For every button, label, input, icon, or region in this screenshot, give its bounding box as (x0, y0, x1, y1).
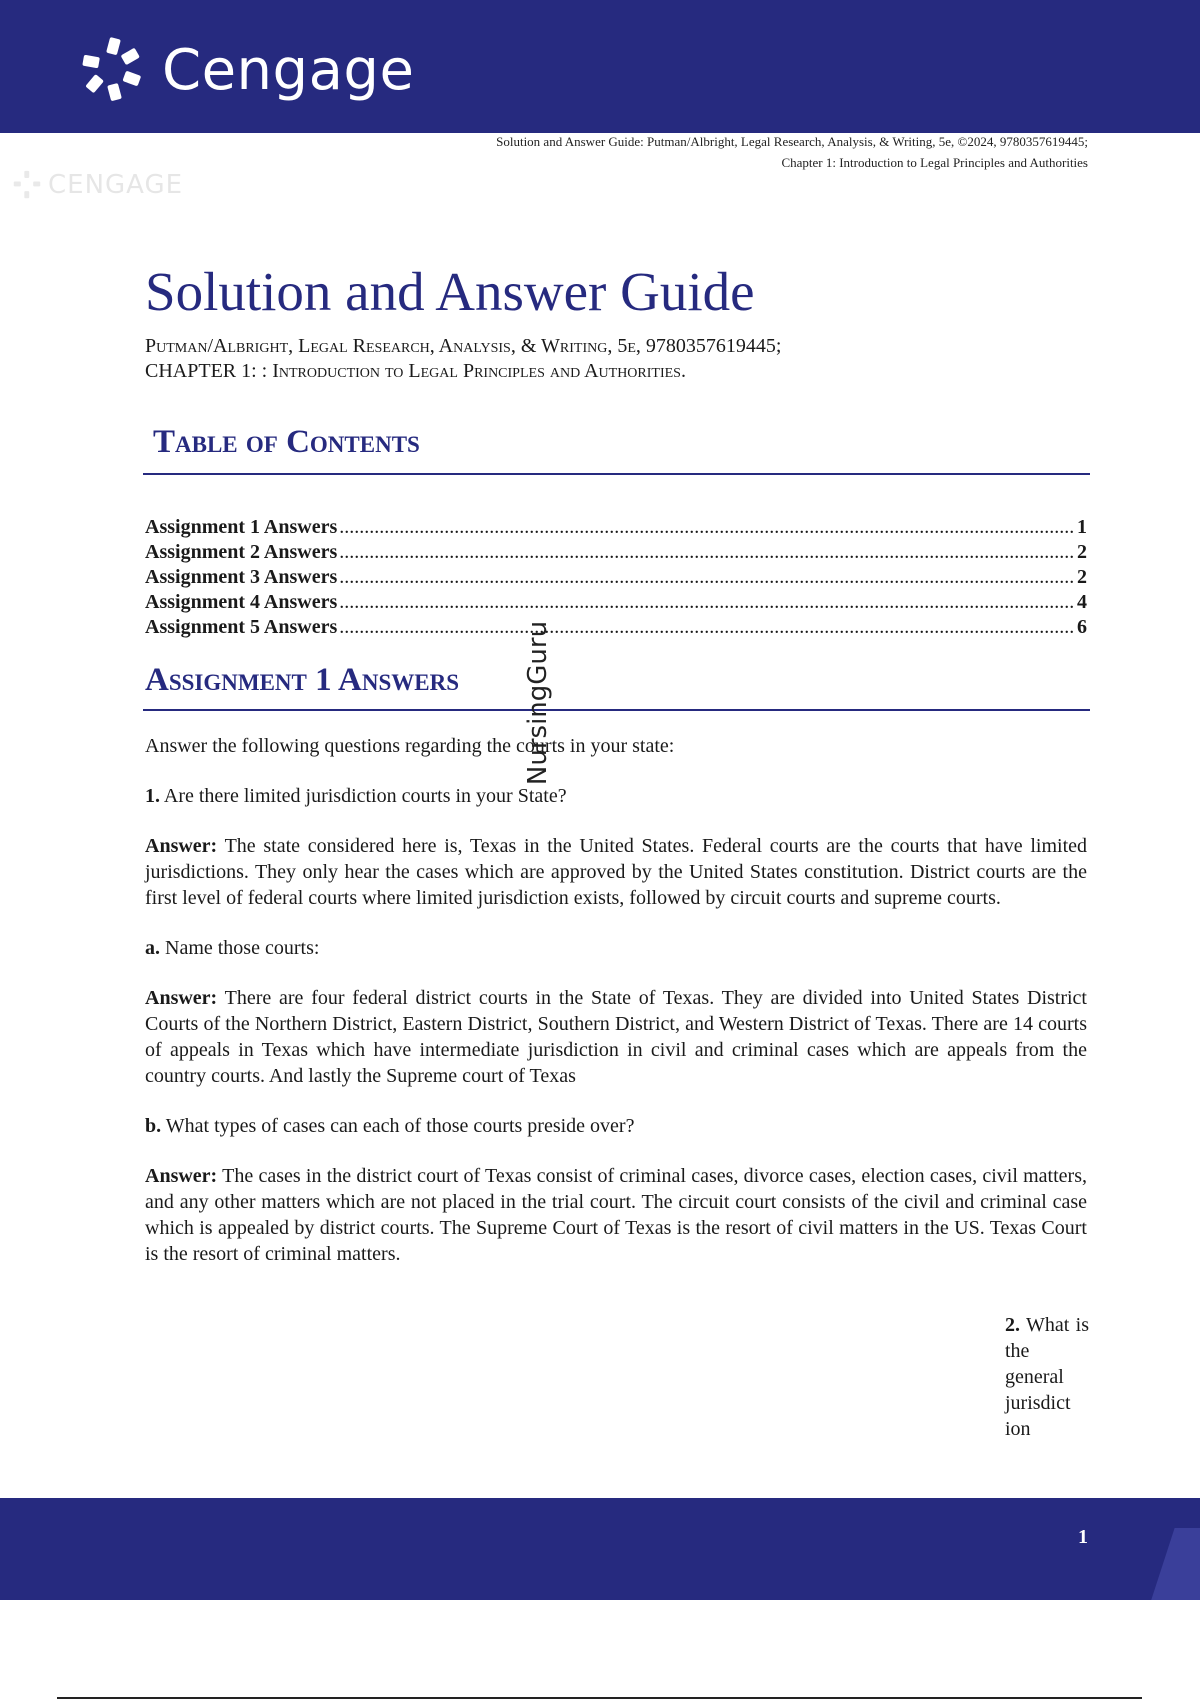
running-header-line-2: Chapter 1: Introduction to Legal Principles and Authorities (781, 155, 1088, 170)
toc-entry-label: Assignment 2 Answers (145, 541, 338, 563)
question-text: What types of cases can each of those courts preside over? (161, 1115, 635, 1137)
toc-entry[interactable] (145, 565, 1087, 590)
answer-label: Answer: (145, 987, 218, 1009)
toc-entry-label: Assignment 5 Answers (145, 616, 338, 638)
toc-leader (339, 515, 1075, 540)
answer-1a (145, 985, 1087, 1089)
toc-leader (339, 615, 1075, 640)
question-text: What is the general jurisdict ion (1005, 1314, 1089, 1440)
toc-entry-page: 1 (1077, 516, 1087, 538)
question-number: 1. (145, 785, 160, 807)
toc-entry-page: 6 (1077, 616, 1087, 638)
answer-1 (145, 833, 1087, 911)
faded-cengage-logo (12, 170, 183, 200)
subtitle-line-1: Putman/Albright, Legal Research, Analysis, & Writing, 5e, 9780357619445; (145, 335, 782, 357)
bottom-banner (0, 1498, 1200, 1600)
answer-label: Answer: (145, 835, 218, 857)
question-number: 2. (1005, 1314, 1020, 1336)
page-content (145, 258, 1090, 1291)
question-1 (145, 783, 1087, 809)
running-header (496, 131, 1088, 173)
question-number: b. (145, 1115, 162, 1137)
document-subtitle (145, 334, 1090, 384)
table-of-contents (145, 515, 1087, 640)
subtitle-line-2: CHAPTER 1: : Introduction to Legal Principles and Authorities. (145, 360, 686, 382)
question-text: Name those courts: (160, 937, 320, 959)
toc-leader (339, 590, 1075, 615)
question-1a (145, 935, 1087, 961)
assignment-1-heading: Assignment 1 Answers (145, 662, 460, 698)
toc-entry-label: Assignment 3 Answers (145, 566, 338, 588)
toc-entry-page: 4 (1077, 591, 1087, 613)
top-banner (0, 0, 1200, 133)
answer-text: There are four federal district courts in the State of Texas. They are divided into United States District Courts of the Northern District, Eastern District, Southern District, and Western District of Texas. There are 14 courts of appeals in Texas which have intermediate jurisdiction in civil and criminal cases which are appeals from the country courts. And lastly the Supreme court of Texas (145, 987, 1087, 1087)
toc-leader (339, 540, 1075, 565)
question-text: Are there limited jurisdiction courts in your State? (160, 785, 567, 807)
faded-brand-name: CENGAGE (48, 170, 184, 200)
toc-entry[interactable] (145, 540, 1087, 565)
page-number: 1 (1078, 1526, 1088, 1548)
assignment-intro: Answer the following questions regarding the courts in your state: (145, 735, 675, 757)
toc-entry[interactable] (145, 615, 1087, 640)
brand-name: Cengage (162, 37, 415, 103)
running-header-line-1: Solution and Answer Guide: Putman/Albright, Legal Research, Analysis, & Writing, 5e, ©2024, 9780357619445; (496, 134, 1088, 149)
answer-1b (145, 1163, 1087, 1267)
question-2 (1005, 1312, 1089, 1442)
assignment-1-body (145, 733, 1087, 1267)
faded-burst-icon (12, 170, 42, 200)
corner-accent (1145, 1528, 1200, 1600)
cengage-burst-icon (80, 36, 148, 104)
toc-entry[interactable] (145, 590, 1087, 615)
answer-label: Answer: (145, 1165, 218, 1187)
toc-entry-label: Assignment 1 Answers (145, 516, 338, 538)
toc-entry[interactable] (145, 515, 1087, 540)
assignment-1-rule (143, 709, 1090, 711)
question-1b (145, 1113, 1087, 1139)
toc-entry-page: 2 (1077, 541, 1087, 563)
toc-entry-page: 2 (1077, 566, 1087, 588)
watermark: NursingGuru (523, 620, 554, 786)
answer-text: The cases in the district court of Texas consist of criminal cases, divorce cases, election cases, civil matters, and any other matters which are not placed in the trial court. The circuit court consists of the civil and criminal case which is appealed by district courts. The Supreme Court of Texas is the resort of civil matters in the US. Texas Court is the resort of criminal matters. (145, 1165, 1087, 1265)
document-title: Solution and Answer Guide (145, 261, 755, 322)
answer-text: The state considered here is, Texas in the United States. Federal courts are the courts that have limited jurisdictions. They only hear the cases which are approved by the United States constitution. District courts are the first level of federal courts where limited jurisdiction exists, followed by circuit courts and supreme courts. (145, 835, 1087, 909)
toc-entry-label: Assignment 4 Answers (145, 591, 338, 613)
question-number: a. (145, 937, 160, 959)
toc-leader (339, 565, 1075, 590)
page-divider (57, 1697, 1142, 1699)
toc-heading: Table of Contents (153, 424, 420, 460)
cengage-logo (80, 36, 414, 104)
toc-rule (143, 473, 1090, 475)
